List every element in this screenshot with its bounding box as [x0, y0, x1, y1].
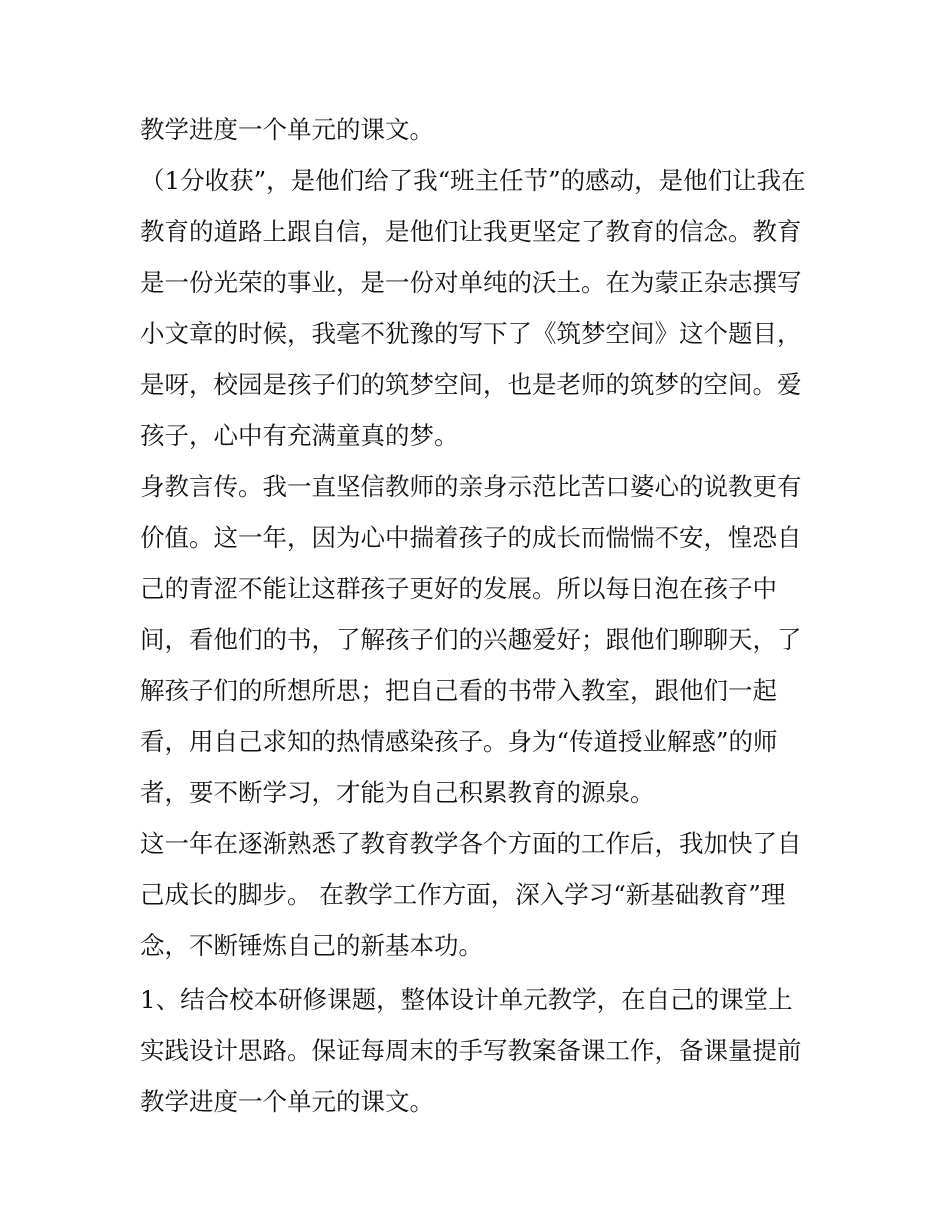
text-line: 己成长的脚步。 在教学工作方面，深入学习“新基础教育”理 [140, 880, 786, 909]
text-line: 己的青涩不能让这群孩子更好的发展。所以每日泡在孩子中 [140, 574, 777, 603]
text-line: 孩子，心中有充满童真的梦。 [140, 421, 459, 450]
text-line: 教育的道路上跟自信，是他们让我更坚定了教育的信念。教育 [140, 217, 802, 246]
text-line: 看，用自己求知的热情感染孩子。身为“传道授业解惑”的师 [140, 727, 778, 756]
text-line: 念，不断锤炼自己的新基本功。 [140, 931, 483, 960]
text-line: 这一年在逐渐熟悉了教育教学各个方面的工作后，我加快了自 [140, 829, 802, 858]
document-body [140, 104, 812, 1127]
text-line: 者，要不断学习，才能为自己积累教育的源泉。 [140, 778, 655, 807]
text-line: 教学进度一个单元的课文。 [140, 115, 434, 144]
text-line: 小文章的时候，我毫不犹豫的写下了《筑梦空间》这个题目， [140, 319, 802, 348]
text-line: 是一份光荣的事业，是一份对单纯的沃土。在为蒙正杂志撰写 [140, 268, 802, 297]
text-line: 价值。这一年，因为心中揣着孩子的成长而惴惴不安，惶恐自 [140, 523, 802, 552]
text-line: 解孩子们的所想所思；把自己看的书带入教室，跟他们一起 [140, 676, 777, 705]
text-line: 身教言传。我一直坚信教师的亲身示范比苦口婆心的说教更有 [140, 472, 802, 501]
text-line: 是呀，校园是孩子们的筑梦空间，也是老师的筑梦的空间。爱 [140, 370, 802, 399]
text-line: 实践设计思路。保证每周末的手写教案备课工作，备课量提前 [140, 1036, 802, 1065]
text-line: （1分收获”，是他们给了我“班主任节”的感动，是他们让我在 [140, 166, 806, 195]
text-line: 间，看他们的书，了解孩子们的兴趣爱好；跟他们聊聊天，了 [140, 625, 802, 654]
text-line: 1、结合校本研修课题，整体设计单元教学，在自己的课堂上 [140, 985, 793, 1014]
text-line: 教学进度一个单元的课文。 [140, 1087, 434, 1116]
